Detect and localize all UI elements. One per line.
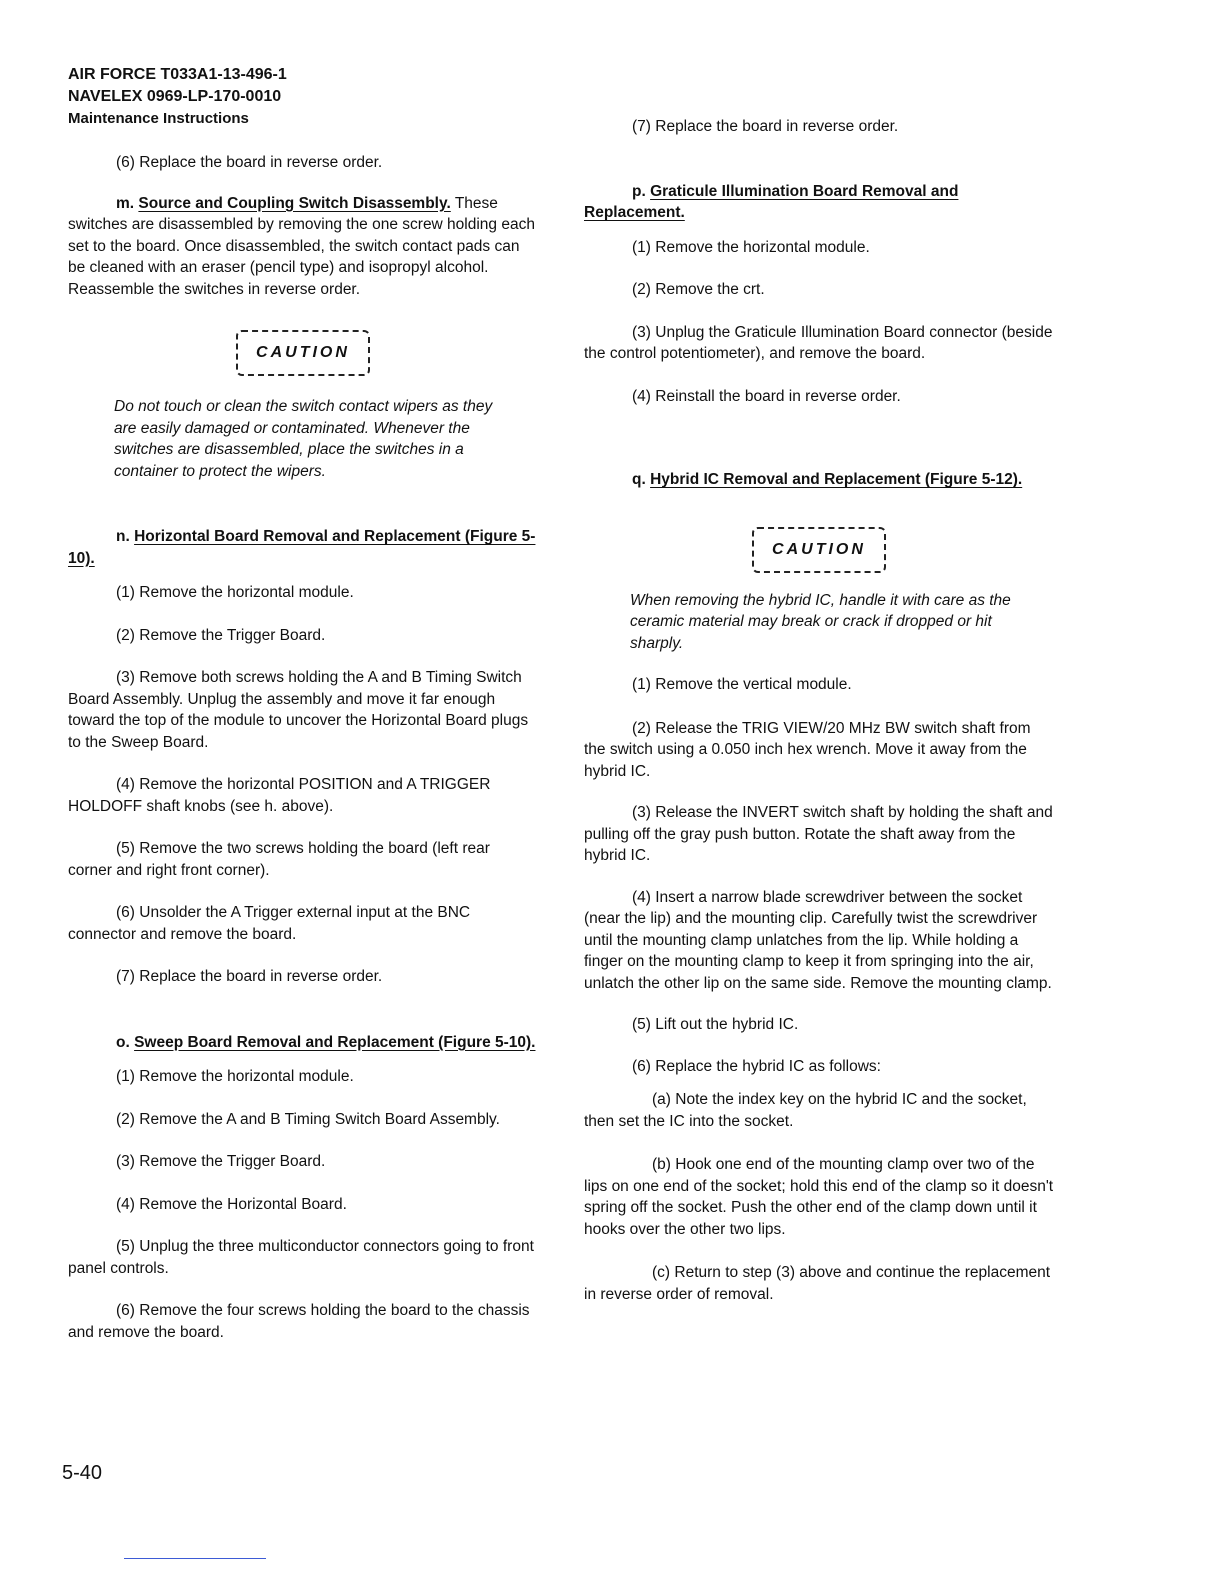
step-l6: (6) Replace the board in reverse order. — [116, 154, 383, 171]
page-number: 5-40 — [62, 1462, 103, 1484]
step-r7: (7) Replace the board in reverse order. — [632, 118, 899, 135]
o-step: (2) Remove the A and B Timing Switch Board Assembly. — [116, 1110, 500, 1128]
left-column — [68, 152, 538, 1343]
o-step: (4) Remove the Horizontal Board. — [116, 1195, 347, 1213]
q-step: (2) Release the TRIG VIEW/20 MHz BW switch shaft from the switch using a 0.050 inch hex wrench. Move it away from the hybrid IC. — [584, 719, 1031, 780]
n-step: (1) Remove the horizontal module. — [116, 584, 354, 601]
section-n-label: n. — [116, 528, 130, 545]
section-n — [68, 526, 538, 569]
section-p-label: p. — [632, 182, 646, 200]
n-step: (3) Remove both screws holding the A and B Timing Switch Board Assembly. Unplug the assembly and move it far enough toward the top of the module to uncover the Horizontal Board plugs to the Sweep Board. — [68, 669, 529, 751]
section-m-body: These switches are disassembled by removing the one screw holding each set to the board. Once disassembled, the switch contact pads can be cleaned with an eraser (pencil type) and isopropyl alcohol. Reassemble the switches in reverse order. — [68, 194, 535, 298]
q-step: (1) Remove the vertical module. — [632, 676, 852, 693]
section-o-label: o. — [116, 1033, 130, 1051]
q-step: (6) Replace the hybrid IC as follows: — [632, 1057, 881, 1075]
p-step: (2) Remove the crt. — [632, 281, 765, 298]
section-q — [584, 469, 1054, 491]
p-step: (1) Remove the horizontal module. — [632, 238, 870, 256]
header-line-3: Maintenance Instructions — [68, 110, 249, 127]
p-step: (3) Unplug the Graticule Illumination Board connector (beside the control potentiometer), and remove the board. — [584, 323, 1053, 362]
page-header — [68, 64, 287, 130]
caution-label: CAUTION — [236, 330, 370, 376]
section-m-title: Source and Coupling Switch Disassembly. — [138, 194, 451, 212]
section-p-title: Graticule Illumination Board Removal and Replacement. — [584, 182, 959, 221]
n-step: (2) Remove the Trigger Board. — [116, 626, 326, 644]
n-step: (4) Remove the horizontal POSITION and A TRIGGER HOLDOFF shaft knobs (see h. above). — [68, 776, 491, 815]
o-step: (3) Remove the Trigger Board. — [116, 1153, 326, 1170]
n-step: (7) Replace the board in reverse order. — [116, 968, 383, 985]
o-step: (1) Remove the horizontal module. — [116, 1068, 354, 1085]
section-q-label: q. — [632, 471, 646, 488]
n-step: (6) Unsolder the A Trigger external input at the BNC connector and remove the board. — [68, 904, 471, 943]
q-step: (5) Lift out the hybrid IC. — [632, 1016, 799, 1033]
caution-box-right — [584, 527, 1054, 573]
q-substep: (a) Note the index key on the hybrid IC and the socket, then set the IC into the socket. — [584, 1091, 1027, 1130]
footer-rule — [124, 1558, 266, 1559]
caution-label: CAUTION — [752, 527, 886, 573]
caution-text-right: When removing the hybrid IC, handle it with care as the ceramic material may break or crack if dropped or hit sharply. — [630, 591, 1011, 652]
caution-box-left — [68, 330, 538, 376]
section-o — [68, 1032, 538, 1054]
section-o-title: Sweep Board Removal and Replacement (Figure 5-10). — [134, 1033, 536, 1051]
section-m — [68, 193, 538, 301]
section-p — [584, 181, 1054, 224]
o-step: (5) Unplug the three multiconductor connectors going to front panel controls. — [68, 1238, 534, 1277]
n-step: (5) Remove the two screws holding the board (left rear corner and right front corner). — [68, 840, 490, 879]
q-step: (4) Insert a narrow blade screwdriver between the socket (near the lip) and the mounting clip. Carefully twist the screwdriver until the mounting clamp unlatches from the lip. While holding a finger on the mounting clamp to keep it from springing into the air, unlatch the other lip on the same side. Remove the mounting clamp. — [584, 888, 1052, 992]
p-step: (4) Reinstall the board in reverse order. — [632, 387, 901, 405]
o-step: (6) Remove the four screws holding the board to the chassis and remove the board. — [68, 1302, 530, 1341]
q-substep: (c) Return to step (3) above and continue the replacement in reverse order of removal. — [584, 1264, 1051, 1303]
caution-text-left: Do not touch or clean the switch contact wipers as they are easily damaged or contaminated. Whenever the switches are disassembled, place the switches in a container to protect the wipers. — [114, 398, 493, 480]
header-line-2: NAVELEX 0969-LP-170-0010 — [68, 88, 282, 105]
section-q-title: Hybrid IC Removal and Replacement (Figure 5-12). — [650, 471, 1023, 488]
right-column — [584, 116, 1054, 1305]
section-m-label: m. — [116, 194, 135, 212]
section-n-title: Horizontal Board Removal and Replacement (Figure 5-10). — [68, 528, 536, 567]
q-substep: (b) Hook one end of the mounting clamp over two of the lips on one end of the socket; hold this end of the clamp so it doesn't spring off the socket. Push the other end of the clamp down until it hooks over the other two lips. — [584, 1156, 1054, 1238]
header-line-1: AIR FORCE T033A1-13-496-1 — [68, 66, 287, 83]
q-step: (3) Release the INVERT switch shaft by holding the shaft and pulling off the gray push button. Rotate the shaft away from the hybrid IC. — [584, 804, 1053, 864]
